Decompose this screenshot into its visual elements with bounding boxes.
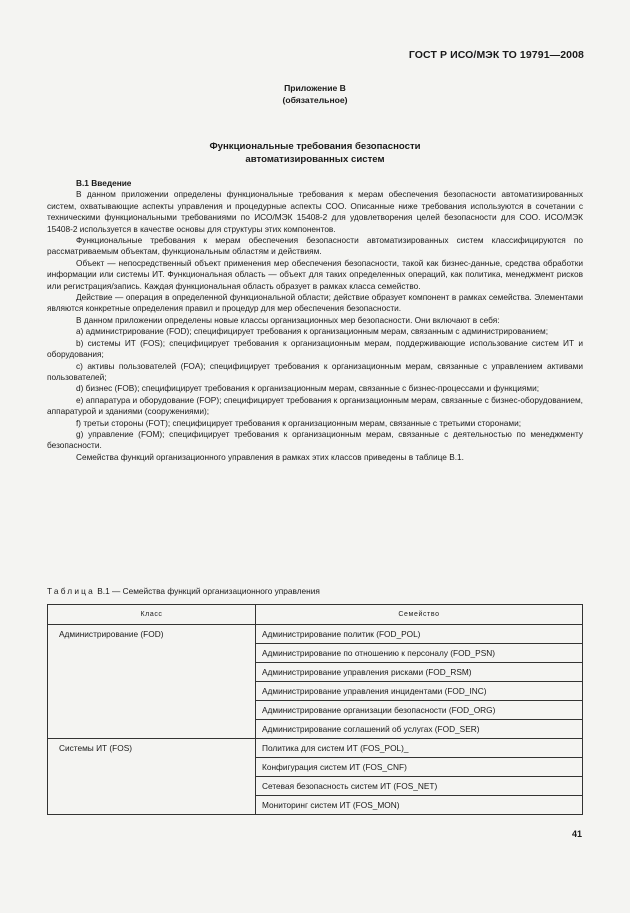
family-cell: Администрирование политик (FOD_POL) [256,625,583,644]
family-cell: Сетевая безопасность систем ИТ (FOS_NET) [256,777,583,796]
section-title-line-1: Функциональные требования безопасности [209,141,421,152]
column-header-class: Класс [48,605,256,625]
paragraph: b) системы ИТ (FOS); специфицирует требования к организационным мерам, поддерживающие использование систем ИТ и оборудования; [47,337,583,360]
table-body [48,625,583,815]
family-cell: Мониторинг систем ИТ (FOS_MON) [256,796,583,815]
family-cell: Администрирование соглашений об услугах (FOD_SER) [256,720,583,739]
table-caption-prefix: Таблица [47,586,95,596]
families-table [47,604,583,815]
body-text [47,178,583,463]
document-header: ГОСТ Р ИСО/МЭК ТО 19791—2008 [408,49,584,61]
family-cell: Администрирование управления инцидентами (FOD_INC) [256,682,583,701]
paragraph: f) третьи стороны (FOT); специфицирует требования к организационным мерам, связанные с третьими сторонами; [76,417,522,428]
class-cell: Системы ИТ (FOS) [48,739,256,815]
table-caption [47,586,320,596]
appendix-title: Приложение В [284,83,346,93]
table-row [48,739,583,758]
family-cell: Администрирование организации безопасности (FOD_ORG) [256,701,583,720]
paragraph: a) администрирование (FOD); специфицирует требования к организационным мерам, связанным с администрированием; [76,326,549,337]
paragraph: В данном приложении определены функциональные требования к мерам обеспечения безопасности автоматизированных систем, охватывающие аспекты управления и процедурные аспекты СОО. Описанные ниже требования используются в сочетании с техническими функциональными требованиями по ИСО/МЭК 15408-2 для удовлетворения целей безопасности для СОО. ИСО/МЭК 15408-2 используется в качестве основы для структуры этих компонентов. [47,189,583,234]
paragraph: Семейства функций организационного управления в рамках этих классов приведены в таблице В.1. [76,451,464,462]
paragraph: Действие — операция в определенной функциональной области; действие образует компонент в рамках семейства. Элементами являются конкретные определения правил и процедур для мер обеспечения безопасности. [47,292,583,314]
page-number: 41 [571,829,582,839]
appendix-heading [0,82,630,106]
family-cell: Конфигурация систем ИТ (FOS_CNF) [256,758,583,777]
appendix-status: (обязательное) [282,95,348,105]
paragraph: e) аппаратура и оборудование (FOP); специфицирует требования к организационным мерам, связанные с бизнес-оборудованием, аппаратурой и зданиями (сооружениями); [47,394,583,417]
paragraph: Объект — непосредственный объект применения мер обеспечения безопасности, такой как бизнес-данные, средства обработки информации или системы ИТ. Функциональная область — объект для таких определенных операций, как политика, менеджмент рисков или регистрация/запись. Каждая функциональная область образует в рамках класса семейство. [47,257,583,291]
paragraph: d) бизнес (FOB); специфицирует требования к организационным мерам, связанные с бизнес-процессами и функциями; [76,383,540,394]
family-cell: Администрирование управления рисками (FOD_RSM) [256,663,583,682]
section-heading: В.1 Введение [76,178,132,188]
family-cell: Политика для систем ИТ (FOS_POL)_ [256,739,583,758]
family-cell: Администрирование по отношению к персоналу (FOD_PSN) [256,644,583,663]
section-title-line-2: автоматизированных систем [245,153,385,165]
paragraph: g) управление (FOM); специфицирует требования к организационным мерам, связанные с деятельностью по менеджменту безопасности. [47,428,583,451]
class-cell: Администрирование (FOD) [48,625,256,739]
paragraph: c) активы пользователей (FOA); специфицирует требования к организационным мерам, связанные с управлением активами пользователей; [47,360,583,382]
column-header-family: Семейство [256,605,583,625]
table-caption-text: В.1 — Семейства функций организационного управления [94,586,320,596]
table-header-row [48,605,583,625]
paragraph: Функциональные требования к мерам обеспечения безопасности автоматизированных систем классифицируются по рассматриваемым объектам, функциональным областям и действиям. [47,235,583,257]
paragraph: В данном приложении определены новые классы организационных мер безопасности. Они включают в себя: [76,314,500,325]
section-title [0,141,630,166]
table-row [48,625,583,644]
